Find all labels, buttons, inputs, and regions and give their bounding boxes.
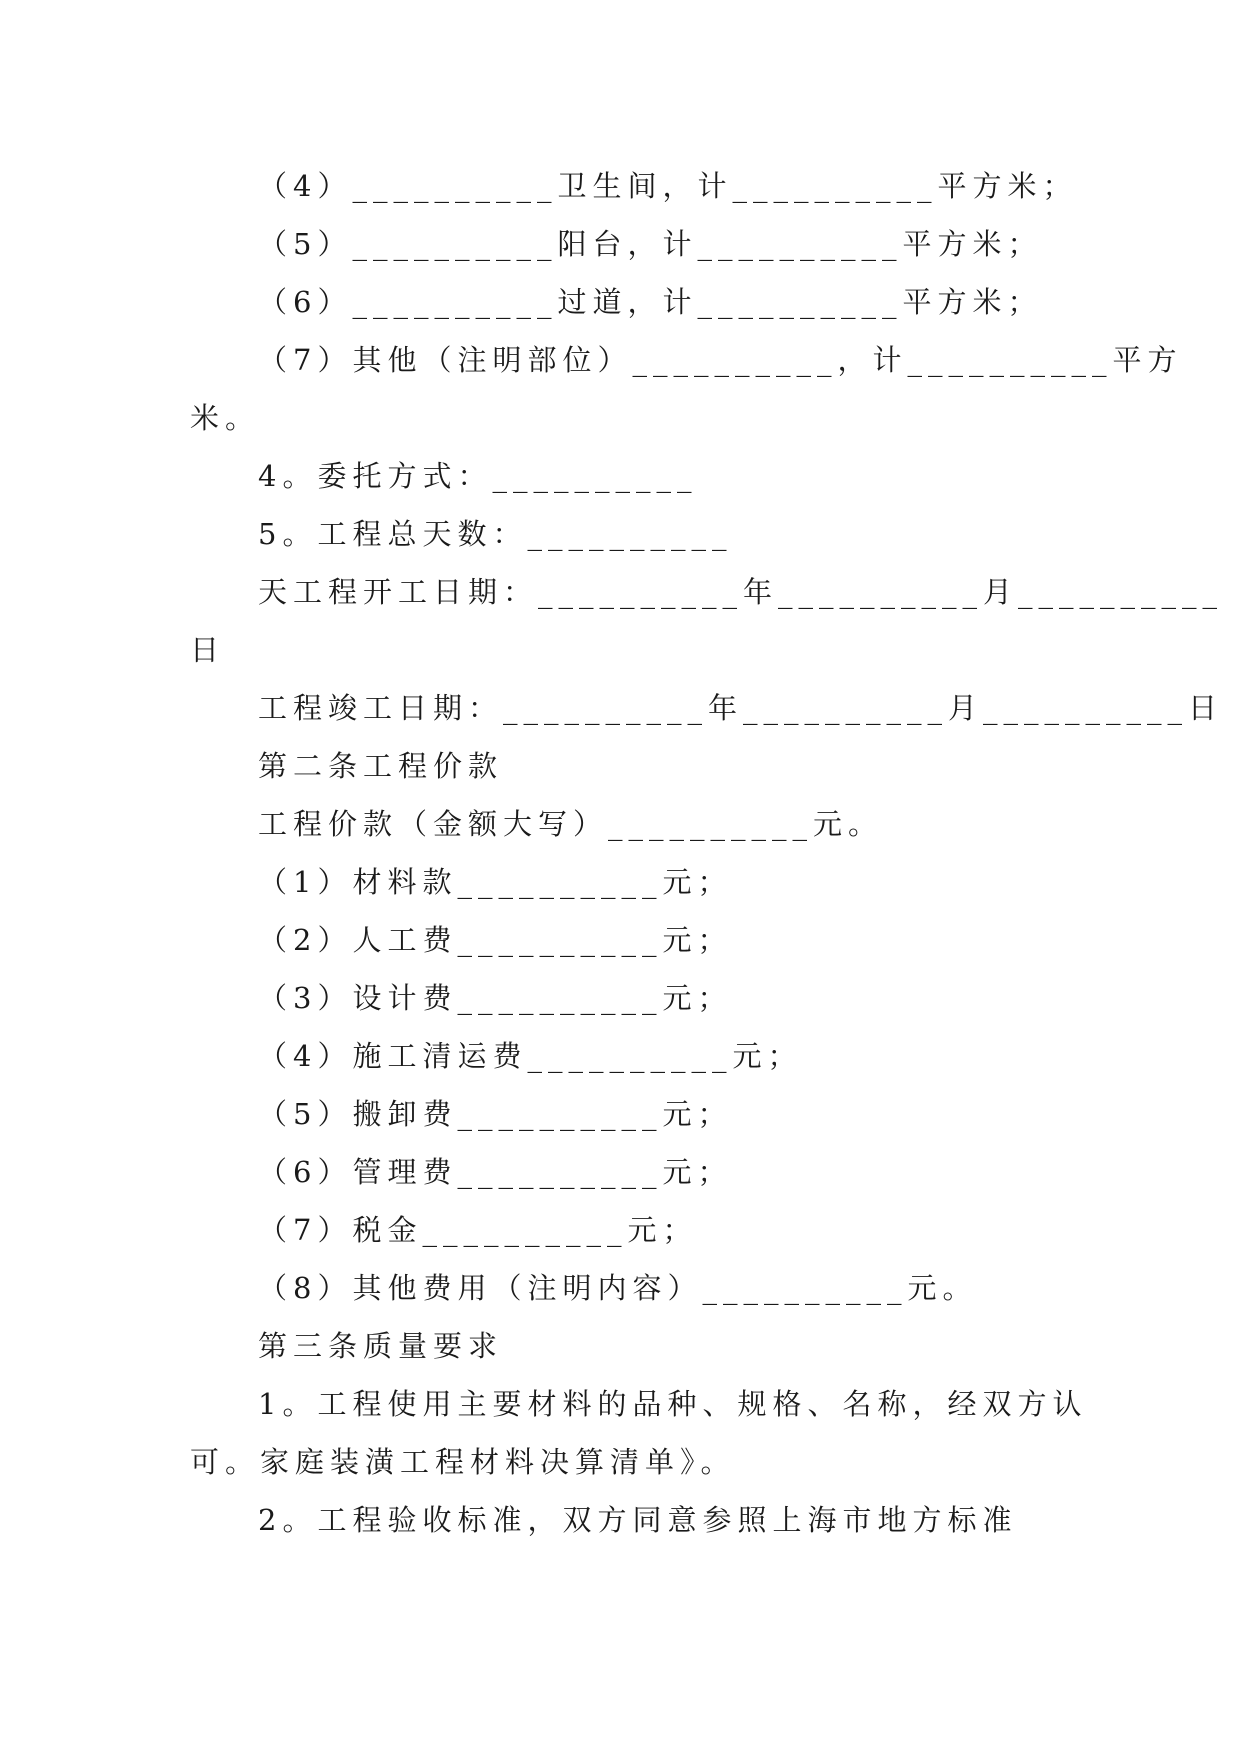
price-management: （6）管理费__________元； [258, 1155, 733, 1189]
quality-materials: 1。工程使用主要材料的品种、规格、名称，经双方认 [258, 1387, 1088, 1421]
commission-method: 4。委托方式：__________ [258, 459, 698, 493]
price-labor: （2）人工费__________元； [258, 923, 733, 957]
item-bathroom-area: （4）__________卫生间，计__________平方米； [258, 169, 1078, 203]
section-heading-price: 第二条工程价款 [258, 749, 504, 783]
start-date-cont: 日 [190, 633, 226, 667]
price-materials: （1）材料款__________元； [258, 865, 733, 899]
section-heading-quality: 第三条质量要求 [258, 1329, 504, 1363]
item-balcony-area: （5）__________阳台，计__________平方米； [258, 227, 1043, 261]
price-total: 工程价款（金额大写）__________元。 [258, 807, 884, 841]
item-other-area: （7）其他（注明部位）__________，计__________平方 [258, 343, 1183, 377]
item-corridor-area: （6）__________过道，计__________平方米； [258, 285, 1043, 319]
completion-date: 工程竣工日期：__________年__________月__________日 [258, 691, 1224, 725]
price-design: （3）设计费__________元； [258, 981, 733, 1015]
price-other: （8）其他费用（注明内容）__________元。 [258, 1271, 978, 1305]
price-tax: （7）税金__________元； [258, 1213, 698, 1247]
price-moving: （5）搬卸费__________元； [258, 1097, 733, 1131]
total-days: 5。工程总天数：__________ [258, 517, 733, 551]
quality-materials-cont: 可。家庭装潢工程材料决算清单》。 [190, 1445, 736, 1479]
item-other-area-cont: 米。 [190, 401, 261, 435]
start-date: 天工程开工日期：__________年__________月__________ [258, 575, 1224, 609]
quality-acceptance: 2。工程验收标准，双方同意参照上海市地方标准 [258, 1503, 1018, 1537]
price-cleanup: （4）施工清运费__________元； [258, 1039, 803, 1073]
